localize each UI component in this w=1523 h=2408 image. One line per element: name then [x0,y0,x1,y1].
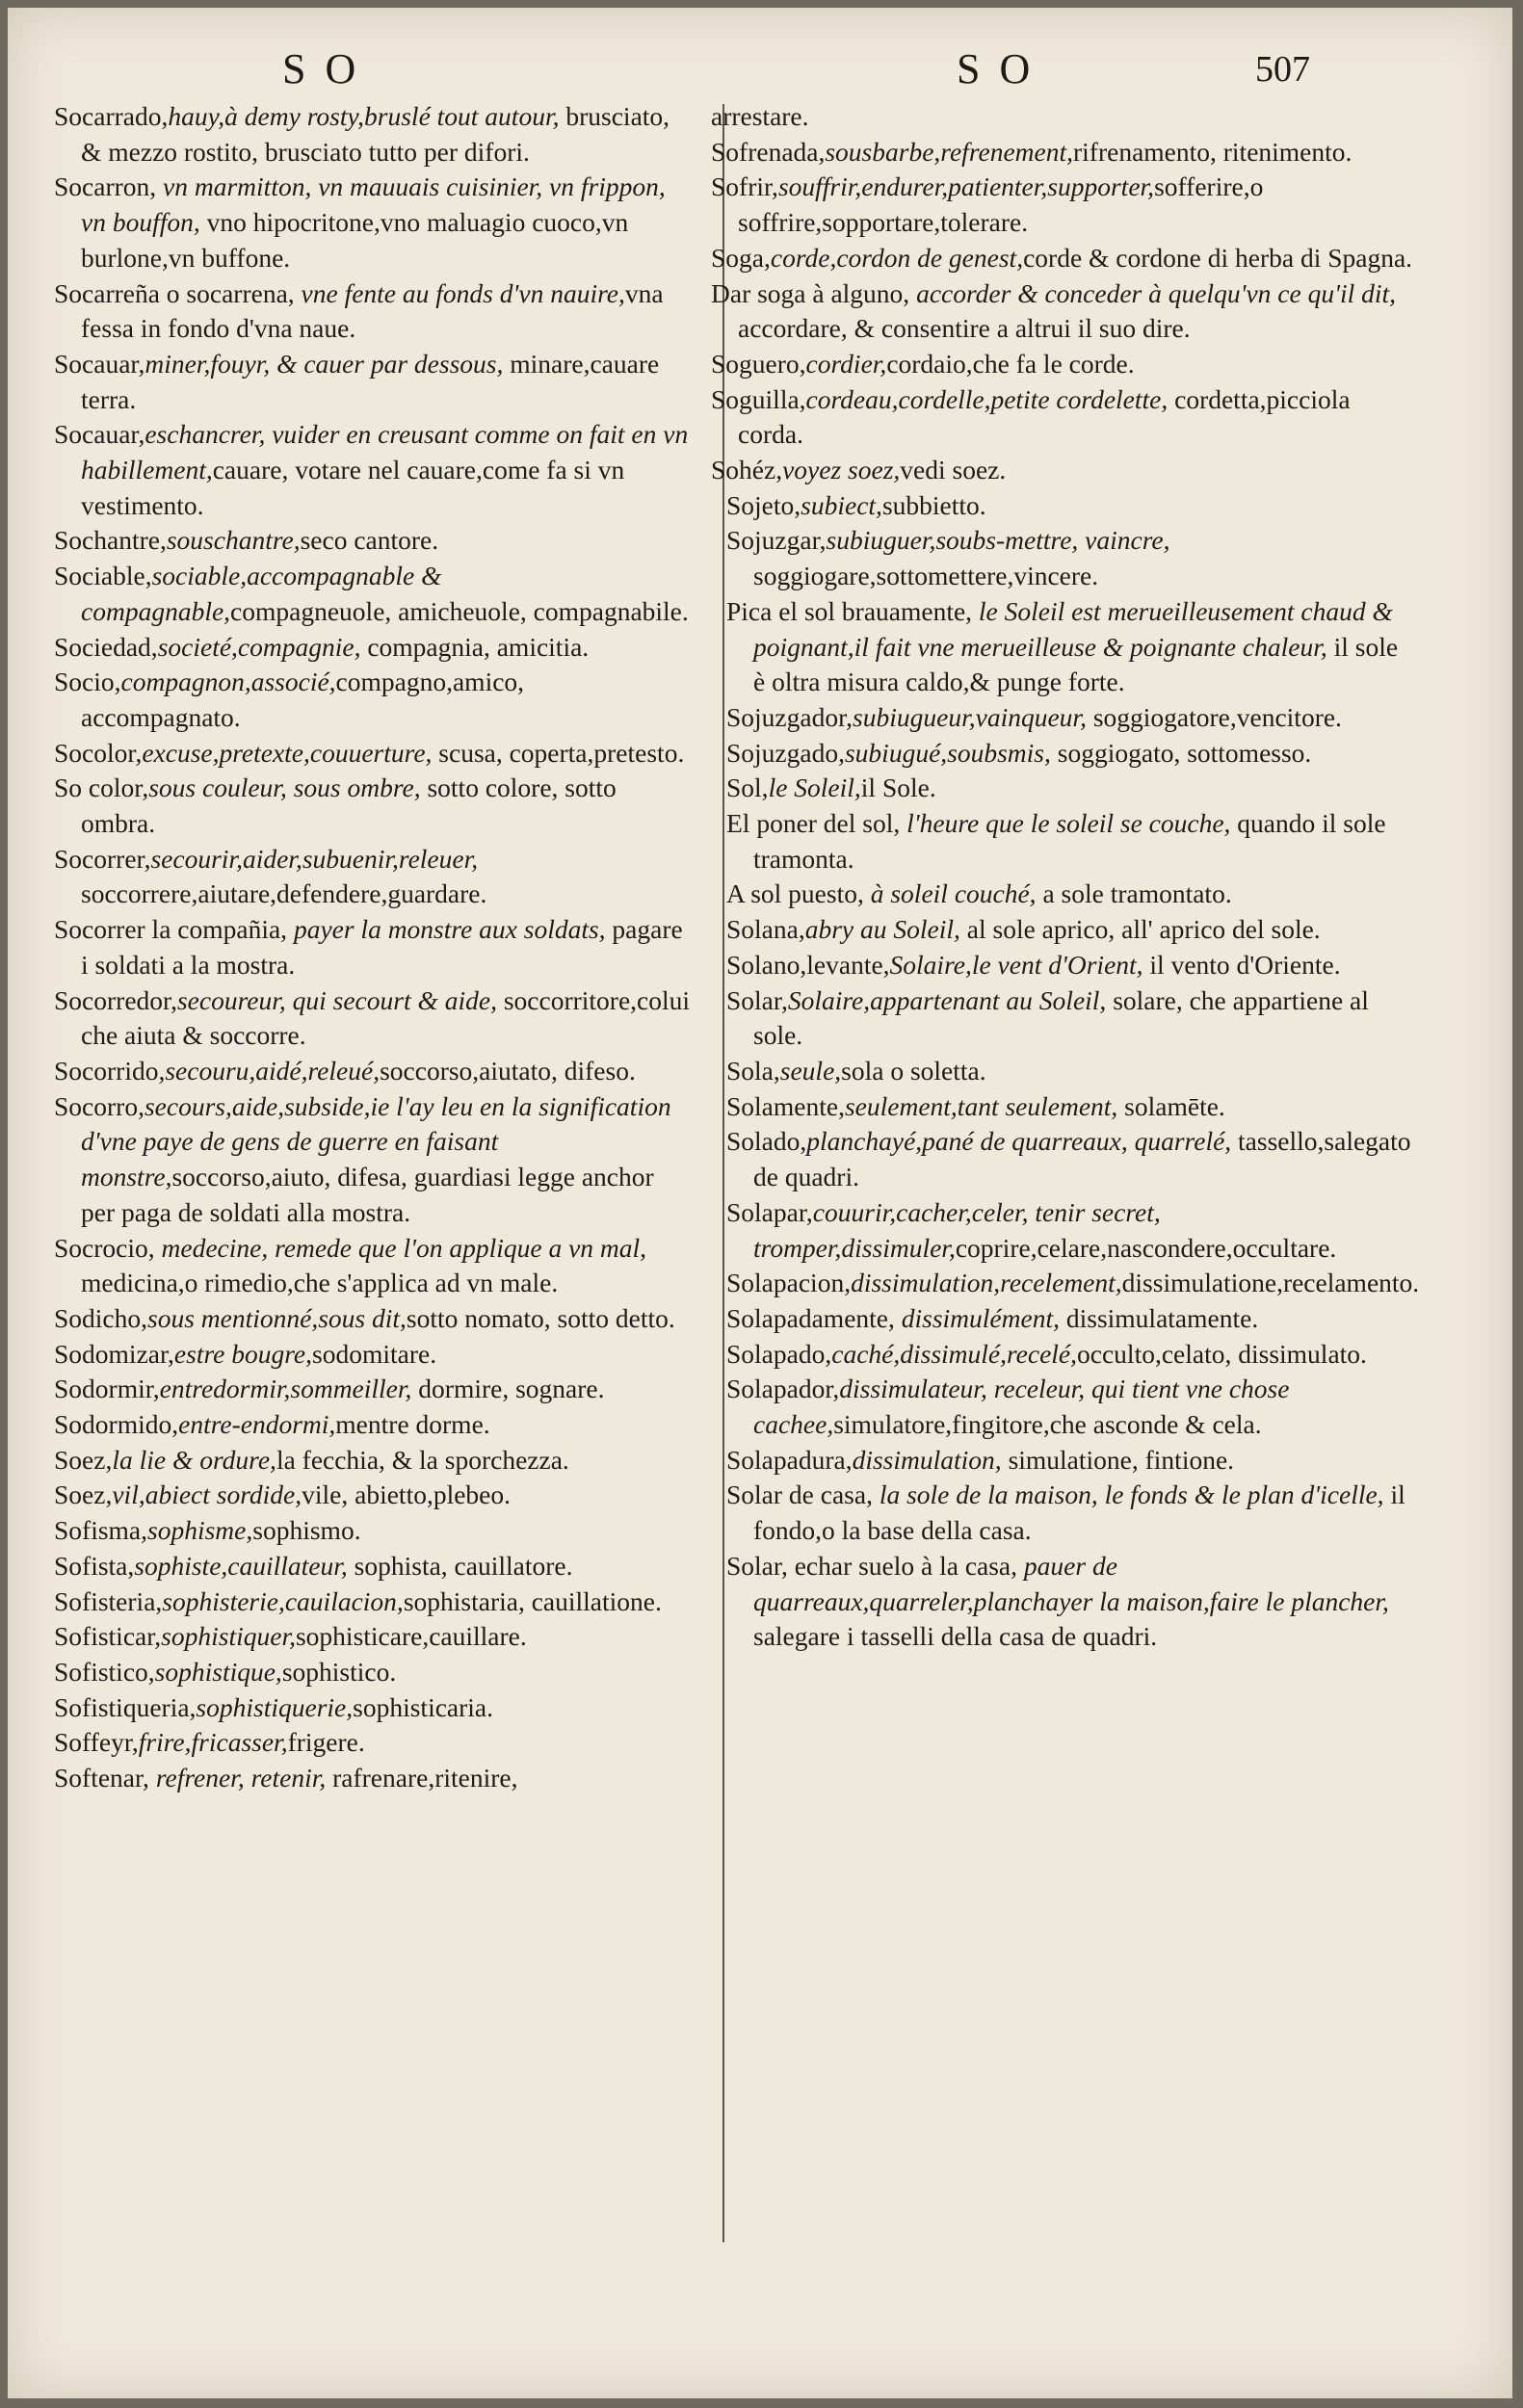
italian-gloss: sophistaria, cauillatione. [403,1585,662,1616]
french-gloss: la sole de la maison, le fonds & le plan d'icelle, [872,1479,1384,1510]
dictionary-entry [54,1478,690,1513]
french-gloss: sophisterie,cauilacion, [162,1585,404,1616]
french-gloss: cordeau,cordelle,petite cordelette, [805,383,1169,414]
dictionary-entry [711,135,1414,170]
italian-gloss: soggiogatore,vencitore. [1086,701,1342,732]
italian-gloss: dissimulatione,recelamento. [1121,1268,1420,1298]
dictionary-entry [726,700,1414,736]
french-gloss: payer la monstre aux soldats, [287,914,606,945]
page-number: 507 [1255,49,1310,90]
french-gloss: seule, [779,1055,842,1086]
french-gloss: entre-endormi, [178,1409,336,1440]
dictionary-entry [54,630,690,666]
dictionary-entry [54,983,690,1054]
french-gloss: refrener, retenir, [148,1763,327,1793]
italian-gloss: il Sole. [860,772,936,803]
french-gloss: voyez soez, [782,455,901,485]
french-gloss: dissimulation,recelement, [851,1268,1122,1298]
french-gloss: la lie & ordure, [112,1444,276,1475]
headword: Sojuzgador, [726,701,853,732]
headword: Solano,levante, [726,949,890,980]
italian-gloss: simulatore,fingitore,che asconde & cela. [833,1409,1262,1440]
italian-gloss: soggiogare,sottomettere,vincere. [753,561,1099,591]
italian-gloss: solamēte. [1117,1090,1225,1121]
dictionary-entry [711,276,1414,347]
italian-gloss: minare,cauare terra. [81,348,660,414]
headword: Socauar, [54,419,145,450]
dictionary-entry [54,1372,690,1407]
italian-gloss: la fecchia, & la sporchezza. [276,1444,569,1475]
italian-gloss: vedi soez. [900,455,1007,485]
italian-gloss: soccorso,aiutato, difeso. [380,1055,636,1086]
italian-gloss: solare, che appartiene al sole. [753,984,1369,1051]
headword: Socorrer, [54,843,151,874]
headword: Sociedad, [54,631,158,662]
french-gloss: le Soleil, [768,772,861,803]
dictionary-entry [54,771,690,841]
french-gloss: l'heure que le soleil se couche, [900,808,1231,839]
italian-gloss: quando il sole tramonta. [753,808,1386,874]
italian-gloss: compagneuole, amicheuole, compagnabile. [230,595,689,626]
headword: Sofrenada, [711,136,826,167]
italian-gloss: sodomitare. [312,1338,437,1369]
dictionary-entry [726,948,1414,983]
headword: Socarreña o socarrena, [54,277,295,308]
headword: Sola, [726,1055,780,1086]
french-gloss: sociable,accompagnable & compagnable, [81,561,442,626]
italian-gloss: cauare, votare nel cauare,come fa si vn vestimento. [81,455,625,520]
headword: Sojeto, [726,489,801,520]
italian-gloss: sofferire,o soffrire,sopportare,tolerare. [738,171,1264,238]
headword: Sojuzgado, [726,737,845,768]
dictionary-entry [726,1054,1414,1089]
french-gloss: compagnon,associé, [120,667,336,697]
dictionary-page [8,8,1512,2398]
headword: Socolor, [54,737,143,768]
dictionary-entry [726,1478,1414,1548]
headword: Soez, [54,1479,113,1510]
dictionary-entry [726,771,1414,806]
dictionary-entry [711,382,1414,453]
dictionary-entry [54,842,690,912]
headword: El poner del sol, [726,808,901,839]
headword: Socarrado, [54,101,169,131]
dictionary-entry [54,276,690,347]
french-gloss: cordier, [805,348,887,379]
dictionary-entry [711,170,1414,240]
dictionary-entry [726,1337,1414,1373]
italian-gloss: il sole è oltra misura caldo,& punge forte. [753,631,1399,697]
dictionary-entry [54,1655,690,1690]
italian-gloss: arrestare. [711,101,809,131]
italian-gloss: al sole aprico, all' aprico del sole. [959,914,1321,945]
headword: Solar de casa, [726,1479,873,1510]
french-gloss: sophisme, [147,1515,253,1546]
headword: Soez, [54,1444,113,1475]
dictionary-entry [726,488,1414,524]
italian-gloss: il vento d'Oriente. [1142,949,1341,980]
dictionary-entry [726,912,1414,948]
french-gloss: pauer de quarreaux,quarreler,planchayer la maison,faire le plancher, [753,1550,1389,1616]
dictionary-entry [54,170,690,275]
dictionary-entry [726,1089,1414,1125]
header-left-running-title: SO [282,45,376,92]
italian-gloss: dissimulatamente. [1059,1302,1259,1333]
italian-gloss: sophisticare,cauillare. [295,1621,527,1652]
italian-gloss: sophismo. [252,1515,361,1546]
italian-gloss: sotto colore, sotto ombra. [81,772,617,839]
french-gloss: à soleil couché, [863,878,1037,909]
french-gloss: dissimulateur, receleur, qui tient vne chose cachee, [753,1374,1290,1440]
italian-gloss: soccorso,aiuto, difesa, guardiasi legge anchor per paga de soldati alla mostra. [81,1162,654,1227]
french-gloss: hauy,à demy rosty,bruslé tout autour, [168,101,560,131]
dictionary-entry [54,1301,690,1337]
italian-gloss: soggiogato, sottomesso. [1050,737,1312,768]
french-gloss: vne fente au fonds d'vn nauire, [294,277,625,308]
headword: Sofrir, [711,171,778,202]
dictionary-entry [54,417,690,523]
italian-gloss: cordetta,picciola corda. [738,383,1351,450]
french-gloss: sophistiquerie, [196,1691,354,1722]
italian-gloss: frigere. [287,1727,365,1758]
french-gloss: corde,cordon de genest, [770,242,1024,273]
headword: Solapadamente, [726,1302,895,1333]
french-gloss: secoureur, qui secourt & aide, [176,984,497,1015]
headword: Solado, [726,1126,807,1157]
italian-gloss: brusciato, & mezzo rostito, brusciato tutto per difori. [81,101,670,167]
italian-gloss: coprire,celare,nascondere,occultare. [955,1232,1337,1263]
french-gloss: planchayé,pané de quarreaux, quarrelé, [806,1126,1232,1157]
italian-gloss: mentre dorme. [335,1409,490,1440]
italian-gloss: vile, abietto,plebeo. [302,1479,512,1510]
italian-gloss: seco cantore. [300,525,439,556]
french-gloss: eschancrer, vuider en creusant comme on fait en vn habillement, [81,419,689,485]
french-gloss: abry au Soleil, [804,914,960,945]
french-gloss: Solaire,appartenant au Soleil, [787,984,1107,1015]
dictionary-entry [54,1725,690,1761]
headword: So color, [54,772,149,803]
dictionary-entry [54,912,690,982]
headword: Sochantre, [54,525,167,556]
dictionary-entry [54,1584,690,1620]
french-gloss: Solaire,le vent d'Orient, [889,949,1143,980]
french-gloss: sous mentionné,sous dit, [147,1302,407,1333]
french-gloss: entredormir,sommeiller, [159,1374,412,1404]
headword: Sodormido, [54,1409,179,1440]
italian-gloss: occulto,celato, dissimulato. [1077,1338,1367,1369]
dictionary-entry [54,1549,690,1584]
dictionary-entry [726,594,1414,700]
italian-gloss: vno hipocritone,vno maluagio cuoco,vn burlone,vn buffone. [81,207,629,273]
italian-gloss: simulatione, fintione. [1001,1444,1235,1475]
dictionary-entry [726,523,1414,593]
right-column [711,99,1420,1655]
italian-gloss: sophista, cauillatore. [347,1550,573,1581]
dictionary-entry [54,559,690,629]
italian-gloss: compagnia, amicitia. [360,631,590,662]
italian-gloss: rafrenare,ritenire, [326,1763,518,1793]
french-gloss: secours,aide,subside,ie l'ay leu en la signification d'vne paye de gens de guerre en faisant monstre, [81,1090,671,1192]
dictionary-entry [726,1124,1414,1194]
french-gloss: accorder & conceder à quelqu'vn ce qu'il dit, [909,277,1397,308]
headword: Sofistiqueria, [54,1691,197,1722]
french-gloss: vn marmitton, vn mauuais cuisinier, vn frippon, vn bouffon, [81,171,666,238]
italian-gloss: sophisticaria. [353,1691,494,1722]
italian-gloss: sotto nomato, sotto detto. [406,1302,675,1333]
dictionary-entry [54,1054,690,1089]
headword: Sociable, [54,561,152,591]
headword: Socrocio, [54,1232,155,1263]
dictionary-entry [54,99,690,170]
french-gloss: subiuguer,soubs-mettre, vaincre, [826,525,1170,556]
italian-gloss: subbietto. [881,489,986,520]
italian-gloss: sophistico. [281,1656,397,1687]
headword: Solapacion, [726,1268,852,1298]
dictionary-entry [711,347,1414,382]
italian-gloss: tassello,salegato de quadri. [753,1126,1411,1192]
headword: Solar, echar suelo à la casa, [726,1550,1018,1581]
dictionary-entry [54,1761,690,1796]
headword: Solana, [726,914,805,945]
french-gloss: secouru,aidé,releué, [165,1055,381,1086]
italian-gloss: scusa, coperta,pretesto. [432,737,685,768]
dictionary-entry [54,1513,690,1549]
italian-gloss: sola o soletta. [841,1055,986,1086]
french-gloss: societé,compagnie, [157,631,361,662]
french-gloss: subiect, [801,489,882,520]
italian-gloss: corde & cordone di herba di Spagna. [1023,242,1413,273]
headword: Soguero, [711,348,806,379]
headword: Soga, [711,242,771,273]
french-gloss: subiugueur,vainqueur, [853,701,1087,732]
headword: Sojuzgar, [726,525,827,556]
italian-gloss: a sole tramontato. [1036,878,1232,909]
french-gloss: excuse,pretexte,couuerture, [142,737,433,768]
italian-gloss: compagno,amico, accompagnato. [81,667,525,732]
french-gloss: souffrir,endurer,patienter,supporter, [777,171,1155,202]
dictionary-entry [54,347,690,417]
dictionary-entry [726,1301,1414,1337]
headword: A sol puesto, [726,878,864,909]
dictionary-entry [711,99,1414,135]
french-gloss: sophistiquer, [161,1621,296,1652]
dictionary-entry [54,736,690,772]
page-header [8,44,1512,102]
italian-gloss: accordare, & consentire a altrui il suo dire. [738,313,1191,344]
dictionary-entry [54,1690,690,1726]
french-gloss: sous couleur, sous ombre, [148,772,421,803]
dictionary-entry [54,665,690,735]
dictionary-entry [54,1089,690,1231]
headword: Sofistico, [54,1656,155,1687]
dictionary-entry [726,877,1414,912]
dictionary-entry [54,523,690,559]
header-right-running-title: SO [957,45,1050,92]
french-gloss: seulement,tant seulement, [844,1090,1118,1121]
dictionary-entry [726,1549,1414,1655]
dictionary-entry [54,1619,690,1655]
headword: Sofista, [54,1550,135,1581]
headword: Socorrer la compañia, [54,914,288,945]
headword: Socorredor, [54,984,177,1015]
headword: Socio, [54,667,121,697]
headword: Socorro, [54,1090,144,1121]
headword: Solapadura, [726,1444,853,1475]
headword: Soguilla, [711,383,806,414]
headword: Sol, [726,772,769,803]
italian-gloss: soccorritore,colui che aiuta & soccorre. [81,984,691,1051]
headword: Softenar, [54,1763,149,1793]
french-gloss: souschantre, [166,525,301,556]
dictionary-entry [726,806,1414,877]
headword: Socarron, [54,171,157,202]
headword: Sohéz, [711,455,783,485]
dictionary-entry [726,983,1414,1054]
headword: Dar soga à alguno, [711,277,910,308]
italian-gloss: medicina,o rimedio,che s'applica ad vn male. [81,1268,559,1298]
french-gloss: dissimulément, [894,1302,1060,1333]
french-gloss: medecine, remede que l'on applique a vn mal, [154,1232,647,1263]
italian-gloss: vna fessa in fondo d'vna naue. [81,277,664,344]
dictionary-entry [711,241,1414,276]
french-gloss: caché,dissimulé,recelé, [831,1338,1078,1369]
french-gloss: secourir,aider,subuenir,releuer, [150,843,479,874]
dictionary-entry [726,1443,1414,1479]
italian-gloss: soccorrere,aiutare,defendere,guardare. [81,878,487,909]
italian-gloss: dormire, sognare. [411,1374,605,1404]
italian-gloss: il fondo,o la base della casa. [753,1479,1405,1546]
headword: Soffeyr, [54,1727,139,1758]
left-column [54,99,690,1796]
italian-gloss: salegare i tasselli della casa de quadri. [753,1621,1158,1652]
headword: Sofisma, [54,1515,148,1546]
french-gloss: miner,fouyr, & cauer par dessous, [144,348,504,379]
headword: Solapado, [726,1338,832,1369]
headword: Sodicho, [54,1302,148,1333]
italian-gloss: rifrenamento, ritenimento. [1073,136,1352,167]
headword: Solapador, [726,1374,840,1404]
headword: Sodomizar, [54,1338,174,1369]
headword: Pica el sol brauamente, [726,595,973,626]
dictionary-entry [726,1266,1420,1301]
italian-gloss: cordaio,che fa le corde. [886,348,1135,379]
french-gloss: le Soleil est merueilleusement chaud & poignant,il fait vne merueilleuse & poignante chaleur, [753,595,1393,662]
dictionary-entry [726,736,1414,772]
headword: Sofisticar, [54,1621,162,1652]
headword: Solar, [726,984,788,1015]
french-gloss: dissimulation, [852,1444,1002,1475]
headword: Solapar, [726,1196,813,1227]
headword: Socauar, [54,348,145,379]
french-gloss: vil,abiect sordide, [112,1479,302,1510]
dictionary-entry [54,1337,690,1373]
dictionary-entry [54,1443,690,1479]
french-gloss: sophiste,cauillateur, [134,1550,348,1581]
french-gloss: sophistique, [154,1656,282,1687]
french-gloss: couurir,cacher,celer, tenir secret, tromper,dissimuler, [753,1196,1161,1263]
dictionary-entry [726,1195,1414,1266]
italian-gloss: pagare i soldati a la mostra. [81,914,683,980]
headword: Solamente, [726,1090,845,1121]
french-gloss: subiugué,soubsmis, [844,737,1051,768]
french-gloss: frire,fricasser, [138,1727,288,1758]
headword: Sodormir, [54,1374,160,1404]
french-gloss: sousbarbe,refrenement, [825,136,1073,167]
headword: Sofisteria, [54,1585,163,1616]
dictionary-entry [711,453,1414,488]
headword: Socorrido, [54,1055,166,1086]
dictionary-entry [54,1231,690,1301]
french-gloss: estre bougre, [173,1338,312,1369]
dictionary-entry [54,1407,690,1443]
dictionary-entry [726,1372,1414,1442]
